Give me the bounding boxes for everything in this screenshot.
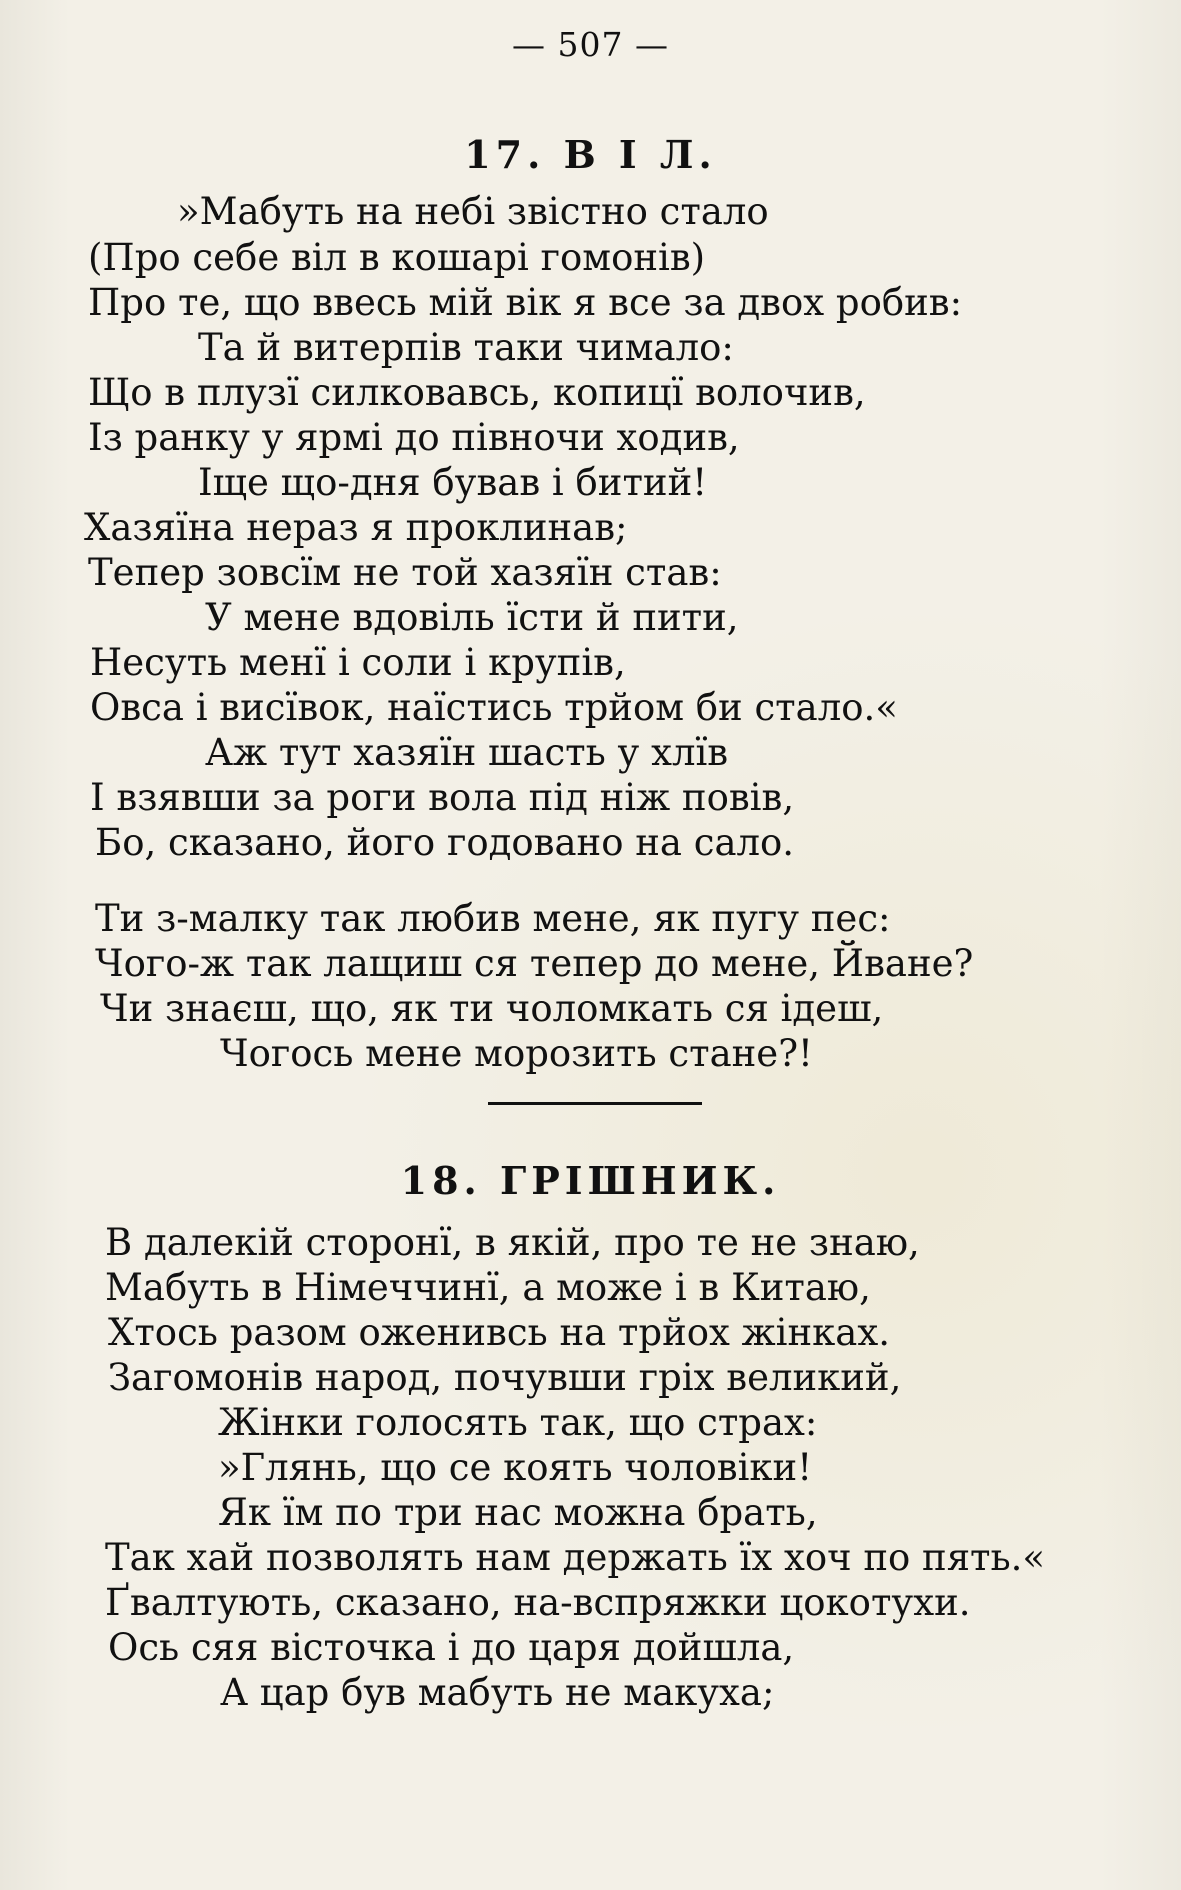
poem-17-line: Із ранку у ярмі до півночи ходив,	[88, 416, 740, 459]
poem-18-line: Хтось разом оженивсь на трйох жінках.	[108, 1311, 890, 1354]
poem-17-line: Хазяїна нераз я проклинав;	[84, 506, 628, 549]
poem-17-line: Іще що-дня бував і битий!	[198, 461, 708, 504]
poem-18-line: Ґвалтують, сказано, на-вспряжки цокотухи.	[105, 1581, 971, 1624]
poem-17-line: »Мабуть на небі звістно стало	[177, 190, 769, 233]
section-divider-rule	[488, 1102, 702, 1105]
poem-17-line: Аж тут хазяїн шасть у хлїв	[205, 731, 729, 774]
section-title-17: 17. В І Л.	[464, 132, 717, 177]
poem-18-line: Загомонів народ, почувши гріх великий,	[108, 1356, 902, 1399]
poem-18-line: Так хай позволять нам держать їх хоч по пять.«	[105, 1536, 1046, 1579]
poem-17-line: Та й витерпів таки чимало:	[198, 326, 734, 369]
poem-18-line: В далекій сторонї, в якій, про те не знаю,	[105, 1221, 920, 1264]
poem-18-line: А цар був мабуть не макуха;	[220, 1671, 775, 1714]
poem-17-line: Ти з-малку так любив мене, як пугу пес:	[95, 897, 891, 940]
poem-17-line: У мене вдовіль їсти й пити,	[205, 596, 739, 639]
poem-17-line: Про те, що ввесь мій вік я все за двох робив:	[88, 281, 963, 324]
poem-17-line: (Про себе віл в кошарі гомонів)	[88, 236, 706, 279]
poem-17-line: Що в плузї силковавсь, копицї волочив,	[88, 371, 866, 414]
poem-17-line: Бо, сказано, його годовано на сало.	[95, 821, 795, 864]
poem-18-line: Мабуть в Німеччинї, а може і в Китаю,	[105, 1266, 871, 1309]
poem-17-line: Чи знаєш, що, як ти чоломкать ся ідеш,	[100, 987, 884, 1030]
poem-17-line: І взявши за роги вола під ніж повів,	[90, 776, 795, 819]
poem-17-line: Чого-ж так лащиш ся тепер до мене, Йване?	[95, 942, 974, 985]
poem-18-line: Жінки голосять так, що страх:	[218, 1401, 818, 1444]
section-title-18: 18. ГРІШНИК.	[400, 1158, 781, 1203]
poem-18-line: Як їм по три нас можна брать,	[218, 1491, 818, 1534]
page-number: — 507 —	[512, 25, 669, 64]
poem-17-line: Тепер зовсїм не той хазяїн став:	[88, 551, 722, 594]
poem-17-line: Несуть менї і соли і крупів,	[90, 641, 626, 684]
poem-17-line: Чогось мене морозить стане?!	[220, 1032, 813, 1075]
poem-18-line: Ось сяя вісточка і до царя дойшла,	[108, 1626, 795, 1669]
poem-17-line: Овса і висївок, наїстись трйом би стало.«	[90, 686, 898, 729]
poem-18-line: »Глянь, що се коять чоловіки!	[218, 1446, 813, 1489]
